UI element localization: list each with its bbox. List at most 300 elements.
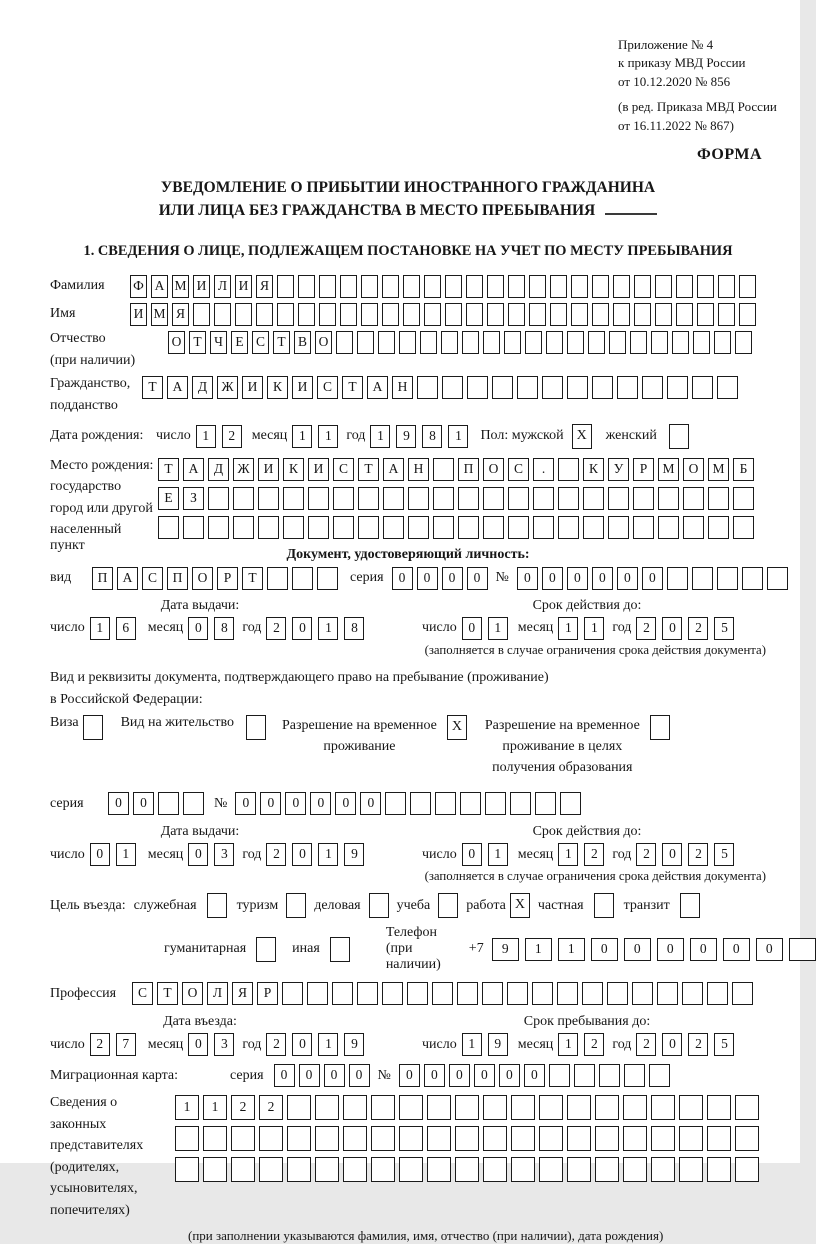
char-cell[interactable]: И xyxy=(130,303,147,326)
char-cell[interactable]: 2 xyxy=(636,617,656,640)
char-cell[interactable] xyxy=(361,303,378,326)
char-cell[interactable] xyxy=(233,516,254,539)
char-cell[interactable]: М xyxy=(151,303,168,326)
purpose-transit-checkbox[interactable] xyxy=(680,893,700,918)
char-cell[interactable] xyxy=(298,275,315,298)
char-cell[interactable]: Ф xyxy=(130,275,147,298)
char-cell[interactable] xyxy=(259,1157,283,1182)
char-cell[interactable] xyxy=(546,331,563,354)
char-cell[interactable] xyxy=(718,303,735,326)
char-cell[interactable] xyxy=(708,516,729,539)
char-cell[interactable]: 0 xyxy=(292,1033,312,1056)
char-cell[interactable] xyxy=(483,516,504,539)
char-cell[interactable] xyxy=(458,516,479,539)
char-cell[interactable] xyxy=(623,1126,647,1151)
char-cell[interactable] xyxy=(588,331,605,354)
char-cell[interactable]: 0 xyxy=(417,567,438,590)
char-cell[interactable] xyxy=(708,487,729,510)
char-cell[interactable] xyxy=(358,516,379,539)
char-cell[interactable] xyxy=(676,303,693,326)
char-cell[interactable] xyxy=(583,516,604,539)
char-cell[interactable] xyxy=(693,331,710,354)
char-cell[interactable]: К xyxy=(267,376,288,399)
char-cell[interactable] xyxy=(203,1157,227,1182)
purpose-other-checkbox[interactable] xyxy=(330,937,350,962)
char-cell[interactable] xyxy=(158,516,179,539)
char-cell[interactable] xyxy=(634,275,651,298)
char-cell[interactable] xyxy=(567,1095,591,1120)
char-cell[interactable] xyxy=(385,792,406,815)
char-cell[interactable] xyxy=(333,516,354,539)
char-cell[interactable] xyxy=(483,1126,507,1151)
char-cell[interactable] xyxy=(567,1126,591,1151)
char-cell[interactable] xyxy=(735,1157,759,1182)
char-cell[interactable]: . xyxy=(533,458,554,481)
char-cell[interactable] xyxy=(457,982,478,1005)
char-cell[interactable] xyxy=(767,567,788,590)
char-cell[interactable] xyxy=(735,1126,759,1151)
char-cell[interactable] xyxy=(442,376,463,399)
char-cell[interactable]: 0 xyxy=(517,567,538,590)
char-cell[interactable]: Д xyxy=(192,376,213,399)
char-cell[interactable] xyxy=(403,275,420,298)
char-cell[interactable]: А xyxy=(367,376,388,399)
char-cell[interactable] xyxy=(214,303,231,326)
purpose-study-checkbox[interactable] xyxy=(438,893,458,918)
char-cell[interactable]: И xyxy=(308,458,329,481)
char-cell[interactable] xyxy=(256,303,273,326)
char-cell[interactable]: П xyxy=(167,567,188,590)
char-cell[interactable]: 0 xyxy=(108,792,129,815)
char-cell[interactable] xyxy=(432,982,453,1005)
char-cell[interactable]: 1 xyxy=(203,1095,227,1120)
char-cell[interactable] xyxy=(609,331,626,354)
char-cell[interactable] xyxy=(657,982,678,1005)
char-cell[interactable] xyxy=(595,1126,619,1151)
char-cell[interactable]: 0 xyxy=(449,1064,470,1087)
char-cell[interactable] xyxy=(558,487,579,510)
char-cell[interactable] xyxy=(539,1095,563,1120)
char-cell[interactable] xyxy=(732,982,753,1005)
char-cell[interactable] xyxy=(558,458,579,481)
char-cell[interactable]: 0 xyxy=(442,567,463,590)
char-cell[interactable] xyxy=(567,376,588,399)
char-cell[interactable] xyxy=(539,1126,563,1151)
char-cell[interactable]: Н xyxy=(408,458,429,481)
char-cell[interactable] xyxy=(235,303,252,326)
char-cell[interactable] xyxy=(658,516,679,539)
purpose-work-checkbox[interactable]: X xyxy=(510,893,530,918)
char-cell[interactable] xyxy=(183,792,204,815)
char-cell[interactable] xyxy=(483,1095,507,1120)
char-cell[interactable]: 2 xyxy=(90,1033,110,1056)
char-cell[interactable] xyxy=(649,1064,670,1087)
char-cell[interactable] xyxy=(667,567,688,590)
char-cell[interactable] xyxy=(607,982,628,1005)
char-cell[interactable]: К xyxy=(583,458,604,481)
char-cell[interactable] xyxy=(739,275,756,298)
char-cell[interactable]: Л xyxy=(207,982,228,1005)
char-cell[interactable] xyxy=(383,487,404,510)
char-cell[interactable] xyxy=(403,303,420,326)
char-cell[interactable] xyxy=(707,1095,731,1120)
char-cell[interactable] xyxy=(592,376,613,399)
purpose-tourism-checkbox[interactable] xyxy=(286,893,306,918)
char-cell[interactable]: Л xyxy=(214,275,231,298)
char-cell[interactable]: С xyxy=(252,331,269,354)
char-cell[interactable] xyxy=(679,1095,703,1120)
char-cell[interactable] xyxy=(485,792,506,815)
char-cell[interactable]: М xyxy=(658,458,679,481)
char-cell[interactable] xyxy=(550,275,567,298)
char-cell[interactable]: 0 xyxy=(399,1064,420,1087)
char-cell[interactable]: 1 xyxy=(292,425,312,448)
char-cell[interactable] xyxy=(742,567,763,590)
char-cell[interactable] xyxy=(175,1157,199,1182)
char-cell[interactable]: Я xyxy=(256,275,273,298)
char-cell[interactable] xyxy=(458,487,479,510)
char-cell[interactable] xyxy=(358,487,379,510)
residence-permit-checkbox[interactable] xyxy=(246,715,266,740)
char-cell[interactable] xyxy=(466,275,483,298)
char-cell[interactable]: 1 xyxy=(116,843,136,866)
char-cell[interactable] xyxy=(462,331,479,354)
char-cell[interactable] xyxy=(424,275,441,298)
char-cell[interactable]: 0 xyxy=(324,1064,345,1087)
char-cell[interactable] xyxy=(655,303,672,326)
char-cell[interactable] xyxy=(549,1064,570,1087)
char-cell[interactable] xyxy=(319,303,336,326)
char-cell[interactable] xyxy=(789,938,816,961)
char-cell[interactable] xyxy=(460,792,481,815)
char-cell[interactable]: 2 xyxy=(266,1033,286,1056)
char-cell[interactable]: А xyxy=(183,458,204,481)
char-cell[interactable] xyxy=(707,1157,731,1182)
char-cell[interactable]: 1 xyxy=(558,843,578,866)
char-cell[interactable] xyxy=(336,331,353,354)
visa-checkbox[interactable] xyxy=(83,715,103,740)
purpose-business-checkbox[interactable] xyxy=(369,893,389,918)
char-cell[interactable] xyxy=(455,1095,479,1120)
char-cell[interactable] xyxy=(608,516,629,539)
char-cell[interactable]: Т xyxy=(273,331,290,354)
char-cell[interactable] xyxy=(735,1095,759,1120)
char-cell[interactable] xyxy=(343,1126,367,1151)
char-cell[interactable] xyxy=(407,982,428,1005)
char-cell[interactable]: А xyxy=(151,275,168,298)
char-cell[interactable]: И xyxy=(292,376,313,399)
char-cell[interactable] xyxy=(292,567,313,590)
char-cell[interactable]: Т xyxy=(189,331,206,354)
char-cell[interactable]: М xyxy=(172,275,189,298)
char-cell[interactable]: 2 xyxy=(259,1095,283,1120)
char-cell[interactable] xyxy=(717,376,738,399)
char-cell[interactable]: Я xyxy=(172,303,189,326)
char-cell[interactable] xyxy=(408,516,429,539)
char-cell[interactable] xyxy=(599,1064,620,1087)
char-cell[interactable] xyxy=(672,331,689,354)
char-cell[interactable] xyxy=(583,487,604,510)
char-cell[interactable] xyxy=(357,982,378,1005)
char-cell[interactable]: 9 xyxy=(344,1033,364,1056)
char-cell[interactable] xyxy=(504,331,521,354)
char-cell[interactable]: 0 xyxy=(292,617,312,640)
char-cell[interactable] xyxy=(542,376,563,399)
char-cell[interactable]: А xyxy=(117,567,138,590)
char-cell[interactable]: 2 xyxy=(222,425,242,448)
char-cell[interactable] xyxy=(308,487,329,510)
char-cell[interactable] xyxy=(574,1064,595,1087)
char-cell[interactable]: Е xyxy=(158,487,179,510)
char-cell[interactable] xyxy=(231,1157,255,1182)
purpose-humanitarian-checkbox[interactable] xyxy=(256,937,276,962)
char-cell[interactable]: 0 xyxy=(260,792,281,815)
char-cell[interactable] xyxy=(283,516,304,539)
char-cell[interactable] xyxy=(608,487,629,510)
rvp-education-checkbox[interactable] xyxy=(650,715,670,740)
char-cell[interactable] xyxy=(533,516,554,539)
rvp-checkbox[interactable]: X xyxy=(447,715,467,740)
char-cell[interactable]: 0 xyxy=(274,1064,295,1087)
char-cell[interactable] xyxy=(582,982,603,1005)
char-cell[interactable] xyxy=(343,1157,367,1182)
char-cell[interactable]: П xyxy=(458,458,479,481)
char-cell[interactable] xyxy=(511,1157,535,1182)
char-cell[interactable] xyxy=(317,567,338,590)
char-cell[interactable] xyxy=(717,567,738,590)
char-cell[interactable]: З xyxy=(183,487,204,510)
char-cell[interactable]: 1 xyxy=(558,1033,578,1056)
char-cell[interactable] xyxy=(679,1157,703,1182)
char-cell[interactable] xyxy=(382,982,403,1005)
char-cell[interactable] xyxy=(258,516,279,539)
char-cell[interactable] xyxy=(697,275,714,298)
char-cell[interactable] xyxy=(655,275,672,298)
char-cell[interactable] xyxy=(683,516,704,539)
char-cell[interactable]: 9 xyxy=(488,1033,508,1056)
char-cell[interactable] xyxy=(267,567,288,590)
char-cell[interactable] xyxy=(399,331,416,354)
char-cell[interactable] xyxy=(525,331,542,354)
char-cell[interactable]: 0 xyxy=(467,567,488,590)
char-cell[interactable] xyxy=(533,487,554,510)
char-cell[interactable] xyxy=(319,275,336,298)
char-cell[interactable]: 2 xyxy=(266,617,286,640)
char-cell[interactable]: 5 xyxy=(714,617,734,640)
char-cell[interactable] xyxy=(427,1157,451,1182)
char-cell[interactable] xyxy=(683,487,704,510)
char-cell[interactable] xyxy=(630,331,647,354)
char-cell[interactable] xyxy=(283,487,304,510)
char-cell[interactable] xyxy=(613,275,630,298)
char-cell[interactable]: Р xyxy=(257,982,278,1005)
char-cell[interactable] xyxy=(735,331,752,354)
char-cell[interactable]: 3 xyxy=(214,1033,234,1056)
char-cell[interactable]: 0 xyxy=(424,1064,445,1087)
char-cell[interactable] xyxy=(595,1095,619,1120)
char-cell[interactable]: 0 xyxy=(299,1064,320,1087)
char-cell[interactable] xyxy=(399,1095,423,1120)
char-cell[interactable] xyxy=(193,303,210,326)
char-cell[interactable]: 0 xyxy=(499,1064,520,1087)
char-cell[interactable]: 0 xyxy=(335,792,356,815)
char-cell[interactable]: А xyxy=(167,376,188,399)
char-cell[interactable] xyxy=(308,516,329,539)
char-cell[interactable]: О xyxy=(192,567,213,590)
char-cell[interactable]: У xyxy=(608,458,629,481)
char-cell[interactable]: Ч xyxy=(210,331,227,354)
char-cell[interactable] xyxy=(676,275,693,298)
char-cell[interactable]: 2 xyxy=(688,617,708,640)
char-cell[interactable]: С xyxy=(142,567,163,590)
char-cell[interactable]: Е xyxy=(231,331,248,354)
char-cell[interactable] xyxy=(455,1126,479,1151)
char-cell[interactable] xyxy=(307,982,328,1005)
char-cell[interactable]: Т xyxy=(342,376,363,399)
char-cell[interactable] xyxy=(651,331,668,354)
char-cell[interactable]: 0 xyxy=(756,938,783,961)
char-cell[interactable] xyxy=(433,516,454,539)
char-cell[interactable] xyxy=(445,303,462,326)
char-cell[interactable] xyxy=(424,303,441,326)
char-cell[interactable] xyxy=(399,1126,423,1151)
char-cell[interactable]: 0 xyxy=(662,617,682,640)
char-cell[interactable] xyxy=(692,376,713,399)
char-cell[interactable]: 1 xyxy=(558,617,578,640)
char-cell[interactable]: 0 xyxy=(542,567,563,590)
char-cell[interactable]: 2 xyxy=(636,843,656,866)
char-cell[interactable]: 1 xyxy=(584,617,604,640)
char-cell[interactable] xyxy=(697,303,714,326)
char-cell[interactable] xyxy=(633,516,654,539)
char-cell[interactable] xyxy=(508,275,525,298)
char-cell[interactable]: 0 xyxy=(285,792,306,815)
char-cell[interactable]: 0 xyxy=(462,617,482,640)
char-cell[interactable]: 0 xyxy=(292,843,312,866)
char-cell[interactable]: 2 xyxy=(584,843,604,866)
char-cell[interactable] xyxy=(371,1095,395,1120)
char-cell[interactable] xyxy=(571,303,588,326)
char-cell[interactable] xyxy=(259,1126,283,1151)
char-cell[interactable]: 1 xyxy=(558,938,585,961)
purpose-private-checkbox[interactable] xyxy=(594,893,614,918)
char-cell[interactable]: С xyxy=(132,982,153,1005)
char-cell[interactable] xyxy=(371,1157,395,1182)
char-cell[interactable] xyxy=(487,303,504,326)
char-cell[interactable] xyxy=(682,982,703,1005)
char-cell[interactable]: 0 xyxy=(188,1033,208,1056)
char-cell[interactable]: 2 xyxy=(688,1033,708,1056)
char-cell[interactable]: 0 xyxy=(567,567,588,590)
char-cell[interactable] xyxy=(287,1157,311,1182)
char-cell[interactable]: 8 xyxy=(422,425,442,448)
char-cell[interactable]: 7 xyxy=(116,1033,136,1056)
char-cell[interactable]: 0 xyxy=(474,1064,495,1087)
char-cell[interactable]: 0 xyxy=(624,938,651,961)
char-cell[interactable]: И xyxy=(242,376,263,399)
char-cell[interactable] xyxy=(298,303,315,326)
char-cell[interactable] xyxy=(427,1126,451,1151)
char-cell[interactable]: С xyxy=(317,376,338,399)
char-cell[interactable] xyxy=(441,331,458,354)
char-cell[interactable] xyxy=(258,487,279,510)
char-cell[interactable]: 0 xyxy=(617,567,638,590)
char-cell[interactable] xyxy=(508,487,529,510)
char-cell[interactable] xyxy=(567,1157,591,1182)
char-cell[interactable] xyxy=(623,1095,647,1120)
char-cell[interactable] xyxy=(371,1126,395,1151)
char-cell[interactable] xyxy=(445,275,462,298)
char-cell[interactable]: 0 xyxy=(349,1064,370,1087)
char-cell[interactable]: 5 xyxy=(714,843,734,866)
char-cell[interactable]: 8 xyxy=(344,617,364,640)
char-cell[interactable]: 0 xyxy=(90,843,110,866)
char-cell[interactable]: А xyxy=(383,458,404,481)
char-cell[interactable]: 1 xyxy=(90,617,110,640)
char-cell[interactable] xyxy=(399,1157,423,1182)
char-cell[interactable]: 1 xyxy=(318,1033,338,1056)
char-cell[interactable]: 8 xyxy=(214,617,234,640)
char-cell[interactable]: 1 xyxy=(196,425,216,448)
char-cell[interactable] xyxy=(315,1157,339,1182)
char-cell[interactable] xyxy=(651,1157,675,1182)
char-cell[interactable] xyxy=(340,303,357,326)
char-cell[interactable] xyxy=(183,516,204,539)
char-cell[interactable]: О xyxy=(182,982,203,1005)
char-cell[interactable]: М xyxy=(708,458,729,481)
sex-male-checkbox[interactable]: X xyxy=(572,424,592,449)
char-cell[interactable]: 0 xyxy=(360,792,381,815)
char-cell[interactable]: 0 xyxy=(462,843,482,866)
char-cell[interactable] xyxy=(632,982,653,1005)
char-cell[interactable]: 0 xyxy=(235,792,256,815)
char-cell[interactable] xyxy=(383,516,404,539)
char-cell[interactable]: В xyxy=(294,331,311,354)
char-cell[interactable] xyxy=(343,1095,367,1120)
char-cell[interactable] xyxy=(733,487,754,510)
char-cell[interactable]: И xyxy=(235,275,252,298)
char-cell[interactable]: 2 xyxy=(266,843,286,866)
char-cell[interactable] xyxy=(535,792,556,815)
char-cell[interactable] xyxy=(427,1095,451,1120)
char-cell[interactable]: Я xyxy=(232,982,253,1005)
char-cell[interactable] xyxy=(571,275,588,298)
char-cell[interactable]: 9 xyxy=(396,425,416,448)
char-cell[interactable]: 1 xyxy=(175,1095,199,1120)
char-cell[interactable] xyxy=(507,982,528,1005)
char-cell[interactable]: 2 xyxy=(636,1033,656,1056)
char-cell[interactable] xyxy=(378,331,395,354)
char-cell[interactable]: 0 xyxy=(524,1064,545,1087)
char-cell[interactable] xyxy=(557,982,578,1005)
char-cell[interactable]: 0 xyxy=(662,843,682,866)
char-cell[interactable]: Н xyxy=(392,376,413,399)
char-cell[interactable] xyxy=(592,303,609,326)
char-cell[interactable]: 0 xyxy=(310,792,331,815)
sex-female-checkbox[interactable] xyxy=(669,424,689,449)
char-cell[interactable] xyxy=(233,487,254,510)
char-cell[interactable] xyxy=(382,275,399,298)
char-cell[interactable] xyxy=(511,1095,535,1120)
char-cell[interactable]: 0 xyxy=(690,938,717,961)
char-cell[interactable] xyxy=(642,376,663,399)
char-cell[interactable] xyxy=(277,303,294,326)
char-cell[interactable] xyxy=(508,516,529,539)
char-cell[interactable] xyxy=(539,1157,563,1182)
char-cell[interactable] xyxy=(340,275,357,298)
char-cell[interactable] xyxy=(455,1157,479,1182)
char-cell[interactable]: 0 xyxy=(188,843,208,866)
